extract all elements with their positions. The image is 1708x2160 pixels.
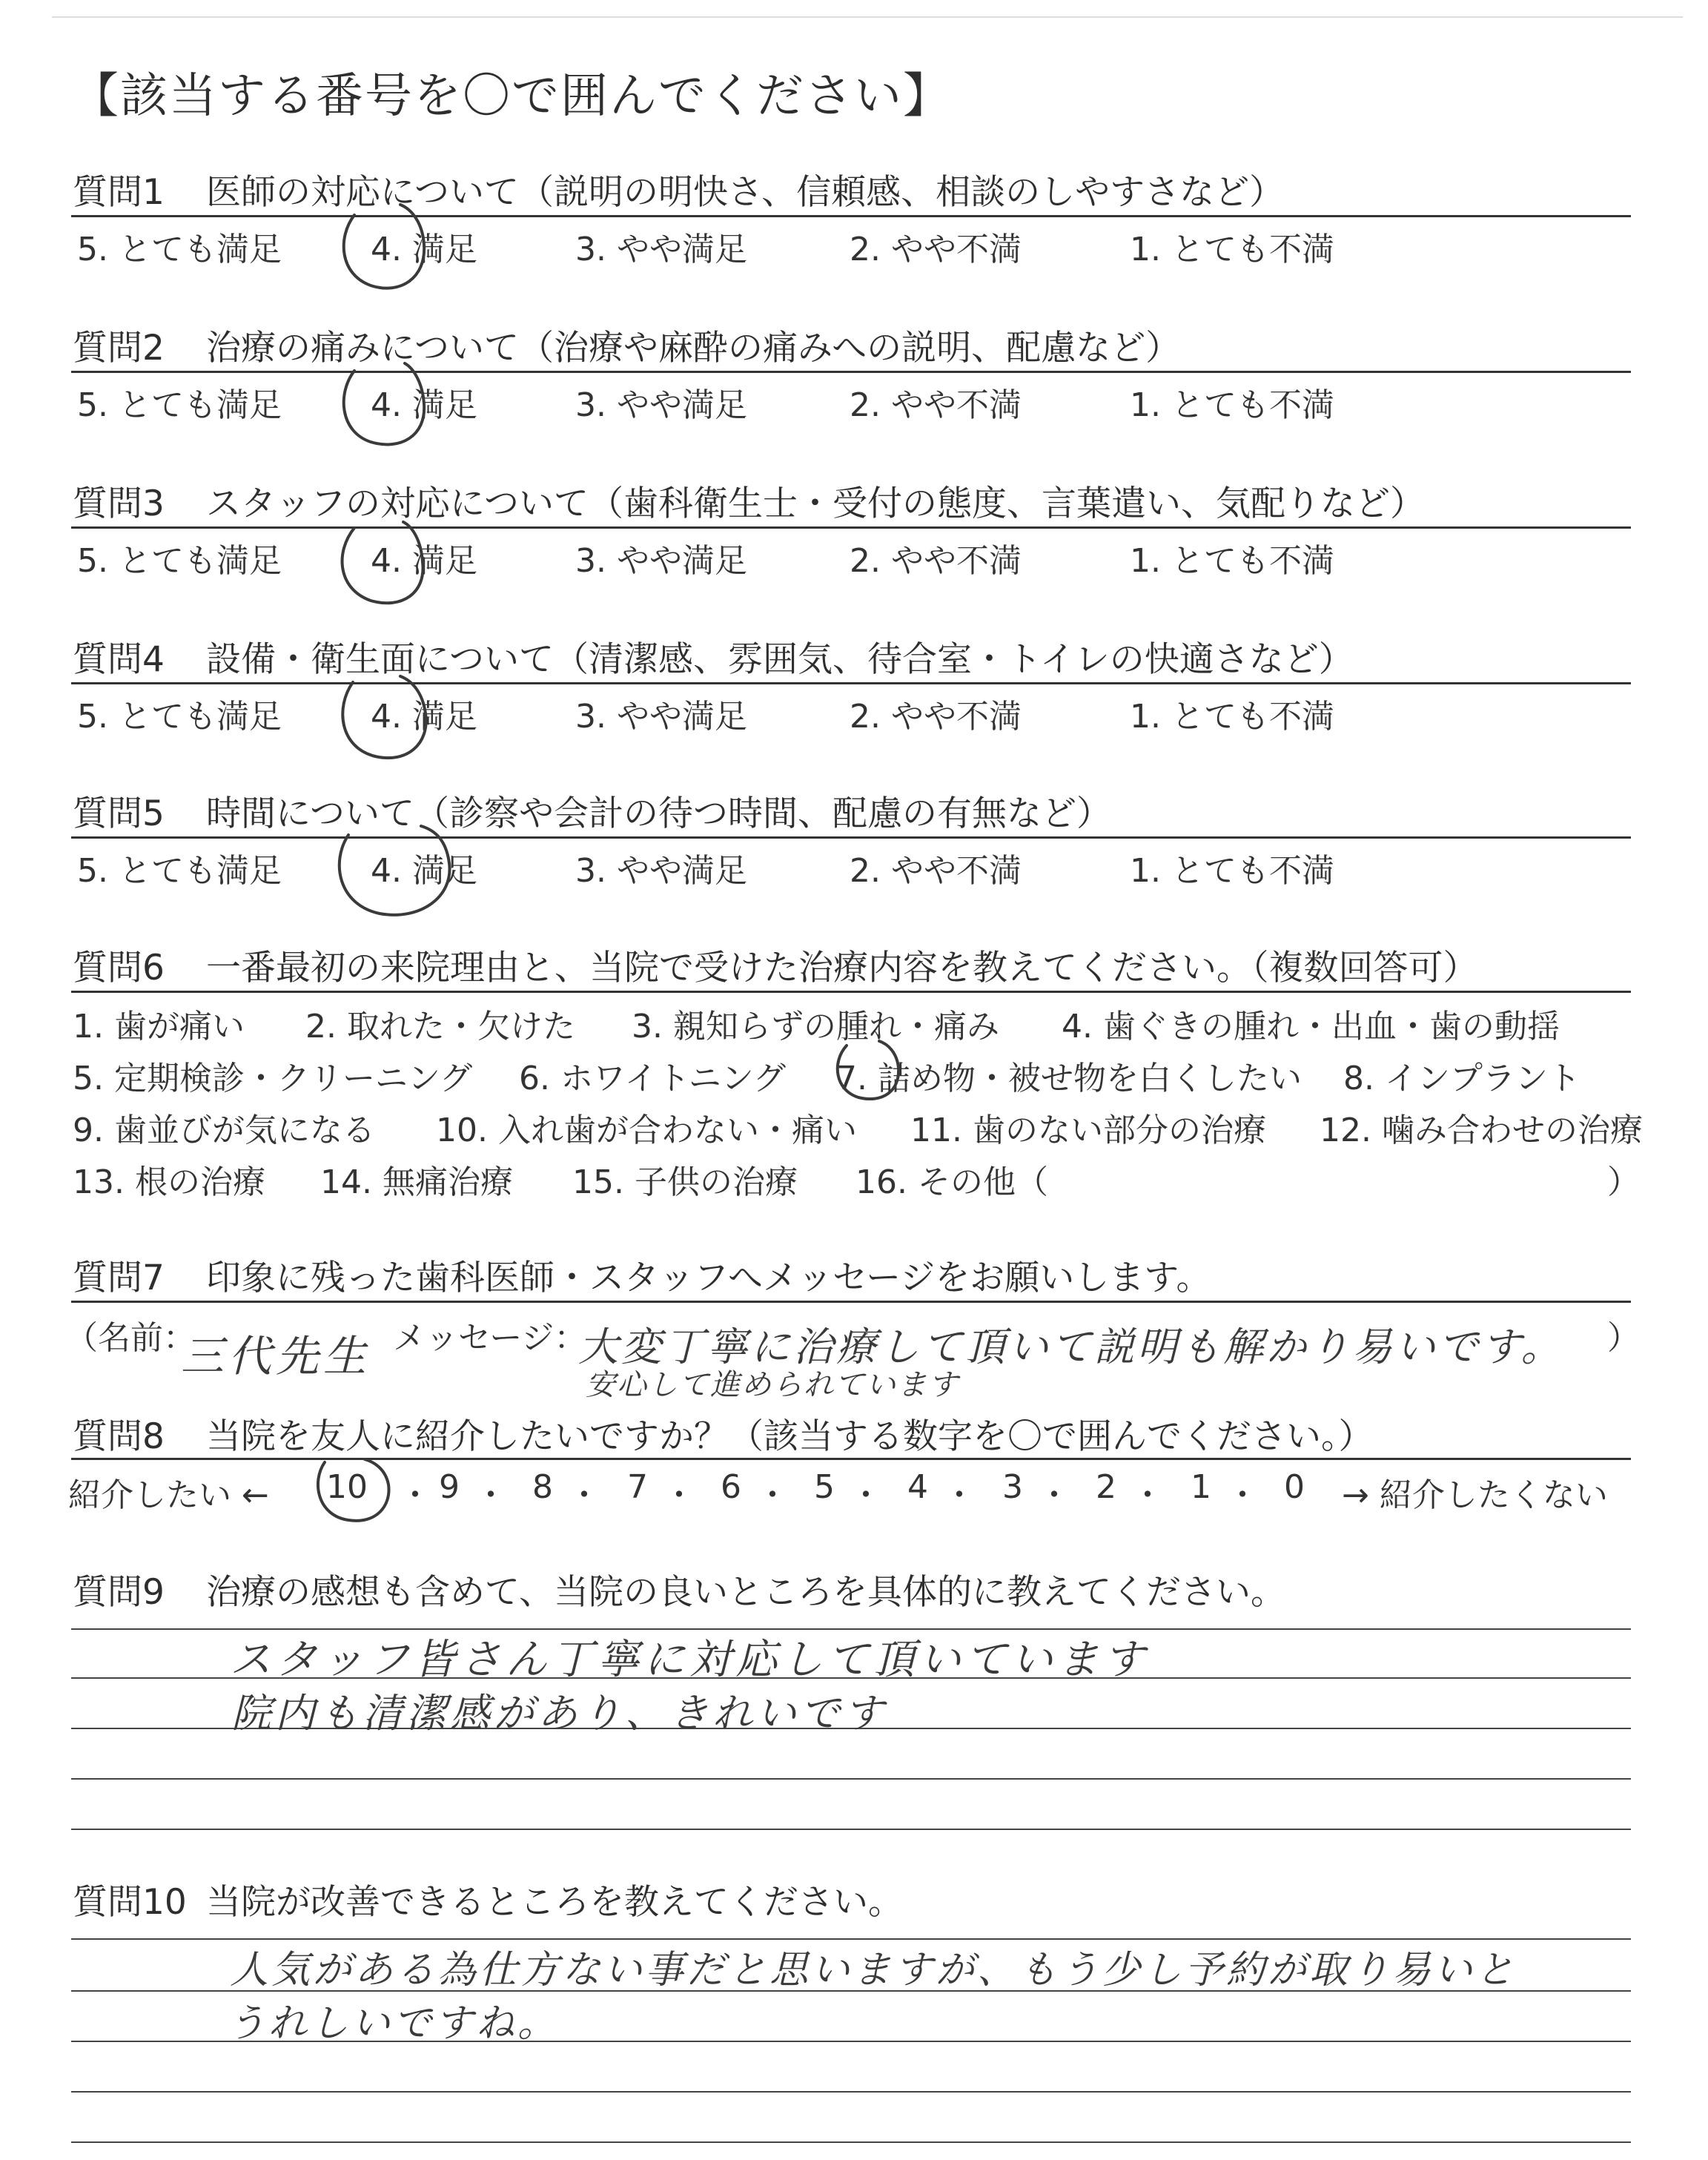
good-points-line-2[interactable]: 院内も清潔感があり、きれいです <box>231 1690 887 1737</box>
rating-option-2[interactable]: 2. やや不満 <box>850 542 1022 580</box>
rating-option-3[interactable]: 3. やや満足 <box>575 542 747 580</box>
question-text: 当院が改善できるところを教えてください。 <box>206 1882 903 1923</box>
good-points-line-1[interactable]: スタッフ皆さん丁寧に対応して頂いています <box>230 1636 1149 1684</box>
scale-9[interactable]: 9 <box>439 1468 460 1506</box>
question-6 <box>73 940 1478 990</box>
rating-option-1[interactable]: 1. とても不満 <box>1130 542 1334 580</box>
rating-option-3[interactable]: 3. やや満足 <box>575 386 747 424</box>
scale-dot: ・ <box>943 1476 976 1514</box>
reason-option-6[interactable]: 6. ホワイトニング <box>519 1060 787 1097</box>
scale-0[interactable]: 0 <box>1284 1468 1305 1506</box>
message-label: メッセージ： <box>393 1319 587 1357</box>
page-title: 【該当する番号を〇で囲んでください】 <box>71 69 952 124</box>
question-text: 当院を友人に紹介したいですか？（該当する数字を〇で囲んでください。） <box>206 1416 1374 1457</box>
scale-dot: ・ <box>399 1476 431 1514</box>
rating-option-4[interactable]: 4. 満足 <box>371 852 477 890</box>
question-2 <box>73 320 1180 370</box>
scale-10[interactable]: 10 <box>326 1468 368 1506</box>
question-7 <box>73 1250 1211 1300</box>
question-text: 医師の対応について（説明の明快さ、信頼感、相談のしやすさなど） <box>206 172 1285 213</box>
question-number: 質問4 <box>73 639 165 680</box>
scale-dot: ・ <box>1131 1476 1164 1514</box>
question-rule <box>71 215 1631 217</box>
answer-line <box>71 2091 1631 2093</box>
question-1 <box>73 165 1284 214</box>
question-text: 一番最初の来院理由と、当院で受けた治療内容を教えてください。（複数回答可） <box>206 948 1478 988</box>
question-3 <box>73 476 1425 526</box>
scale-1[interactable]: 1 <box>1191 1468 1211 1506</box>
question-rule <box>71 526 1631 529</box>
improvement-line-2[interactable]: うれしいですね。 <box>227 2001 560 2046</box>
question-rule <box>71 836 1631 839</box>
reason-option-4[interactable]: 4. 歯ぐきの腫れ・出血・歯の動揺 <box>1062 1008 1560 1046</box>
rating-option-3[interactable]: 3. やや満足 <box>575 698 747 736</box>
rating-option-1[interactable]: 1. とても不満 <box>1130 231 1334 268</box>
question-text: スタッフの対応について（歯科衛生士・受付の態度、言葉遣い、気配りなど） <box>206 483 1426 524</box>
rating-option-5[interactable]: 5. とても満足 <box>77 542 282 580</box>
rating-option-5[interactable]: 5. とても満足 <box>77 386 282 424</box>
rating-option-4[interactable]: 4. 満足 <box>371 231 477 268</box>
message-close-paren: ） <box>1607 1319 1640 1357</box>
recommend-left-label: 紹介したい ← <box>68 1476 269 1514</box>
question-text: 設備・衛生面について（清潔感、雰囲気、待合室・トイレの快適さなど） <box>206 639 1354 680</box>
question-5 <box>73 786 1111 836</box>
question-text: 治療の感想も含めて、当院の良いところを具体的に教えてください。 <box>206 1572 1286 1613</box>
question-4 <box>73 632 1354 681</box>
reason-option-10[interactable]: 10. 入れ歯が合わない・痛い <box>436 1112 857 1149</box>
reason-option-16[interactable]: 16. その他（ <box>855 1163 1048 1201</box>
question-number: 質問3 <box>73 483 165 524</box>
rating-option-5[interactable]: 5. とても満足 <box>77 852 282 890</box>
scale-3[interactable]: 3 <box>1002 1468 1023 1506</box>
rating-option-5[interactable]: 5. とても満足 <box>77 698 282 736</box>
rating-option-4[interactable]: 4. 満足 <box>371 386 477 424</box>
rating-option-3[interactable]: 3. やや満足 <box>575 852 747 890</box>
recommend-right-label: → 紹介したくない <box>1342 1476 1608 1514</box>
question-rule <box>71 1458 1631 1460</box>
rating-option-1[interactable]: 1. とても不満 <box>1130 698 1334 736</box>
scale-8[interactable]: 8 <box>532 1468 553 1506</box>
improvement-line-1[interactable]: 人気がある為仕方ない事だと思いますが、もう少し予約が取り易いと <box>230 1948 1517 1992</box>
question-number: 質問6 <box>73 948 165 988</box>
scale-dot: ・ <box>474 1476 507 1514</box>
reason-option-3[interactable]: 3. 親知らずの腫れ・痛み <box>632 1008 999 1046</box>
scale-6[interactable]: 6 <box>721 1468 741 1506</box>
answer-line <box>71 1829 1631 1830</box>
name-value[interactable]: 三代先生 <box>181 1331 371 1381</box>
answer-line <box>71 1778 1631 1780</box>
message-line-1[interactable]: 大変丁寧に治療して頂いて説明も解かり易いです。 <box>578 1324 1564 1370</box>
rating-option-2[interactable]: 2. やや不満 <box>850 231 1022 268</box>
question-number: 質問5 <box>73 793 165 834</box>
reason-option-8[interactable]: 8. インプラント <box>1343 1060 1580 1097</box>
scale-5[interactable]: 5 <box>814 1468 835 1506</box>
reason-option-2[interactable]: 2. 取れた・欠けた <box>305 1008 575 1046</box>
question-text: 印象に残った歯科医師・スタッフへメッセージをお願いします。 <box>206 1258 1211 1298</box>
question-number: 質問1 <box>73 172 165 213</box>
reason-option-9[interactable]: 9. 歯並びが気になる <box>73 1112 375 1149</box>
scale-dot: ・ <box>1226 1476 1259 1514</box>
reason-option-1[interactable]: 1. 歯が痛い <box>73 1008 245 1046</box>
question-number: 質問7 <box>73 1258 165 1298</box>
rating-option-2[interactable]: 2. やや不満 <box>850 852 1022 890</box>
rating-option-4[interactable]: 4. 満足 <box>371 698 477 736</box>
rating-option-5[interactable]: 5. とても満足 <box>77 231 282 268</box>
scale-2[interactable]: 2 <box>1096 1468 1116 1506</box>
scale-4[interactable]: 4 <box>907 1468 928 1506</box>
question-number: 質問2 <box>73 328 165 369</box>
question-10 <box>73 1875 903 1924</box>
reason-option-14[interactable]: 14. 無痛治療 <box>320 1163 513 1201</box>
question-rule <box>71 682 1631 684</box>
rating-option-1[interactable]: 1. とても不満 <box>1130 852 1334 890</box>
rating-option-1[interactable]: 1. とても不満 <box>1130 386 1334 424</box>
question-9 <box>73 1565 1285 1614</box>
name-label: （名前： <box>65 1319 196 1357</box>
question-text: 治療の痛みについて（治療や麻酔の痛みへの説明、配慮など） <box>206 328 1181 369</box>
rating-option-2[interactable]: 2. やや不満 <box>850 386 1022 424</box>
question-number: 質問10 <box>73 1882 187 1923</box>
top-edge <box>52 16 1683 18</box>
question-text: 時間について（診察や会計の待つ時間、配慮の有無など） <box>206 793 1112 834</box>
reason-option-5[interactable]: 5. 定期検診・クリーニング <box>73 1060 473 1097</box>
other-close-paren: ） <box>1607 1163 1640 1201</box>
question-rule <box>71 991 1631 993</box>
rating-option-4[interactable]: 4. 満足 <box>371 542 477 580</box>
reason-option-11[interactable]: 11. 歯のない部分の治療 <box>910 1112 1266 1149</box>
question-rule <box>71 1301 1631 1303</box>
scale-dot: ・ <box>1038 1476 1070 1514</box>
question-number: 質問8 <box>73 1416 165 1457</box>
message-line-2[interactable]: 安心して進められています <box>586 1368 959 1402</box>
rating-option-2[interactable]: 2. やや不満 <box>850 698 1022 736</box>
scale-dot: ・ <box>850 1476 882 1514</box>
rating-option-3[interactable]: 3. やや満足 <box>575 231 747 268</box>
scale-dot: ・ <box>568 1476 600 1514</box>
question-8 <box>73 1409 1374 1459</box>
question-number: 質問9 <box>73 1572 165 1613</box>
reason-option-12[interactable]: 12. 噛み合わせの治療 <box>1320 1112 1643 1149</box>
scale-7[interactable]: 7 <box>627 1468 648 1506</box>
scale-dot: ・ <box>663 1476 695 1514</box>
reason-option-13[interactable]: 13. 根の治療 <box>73 1163 265 1201</box>
reason-option-7[interactable]: 7. 詰め物・被せ物を白くしたい <box>836 1060 1302 1097</box>
answer-line <box>71 2141 1631 2143</box>
reason-option-15[interactable]: 15. 子供の治療 <box>572 1163 798 1201</box>
question-rule <box>71 371 1631 373</box>
scale-dot: ・ <box>756 1476 789 1514</box>
